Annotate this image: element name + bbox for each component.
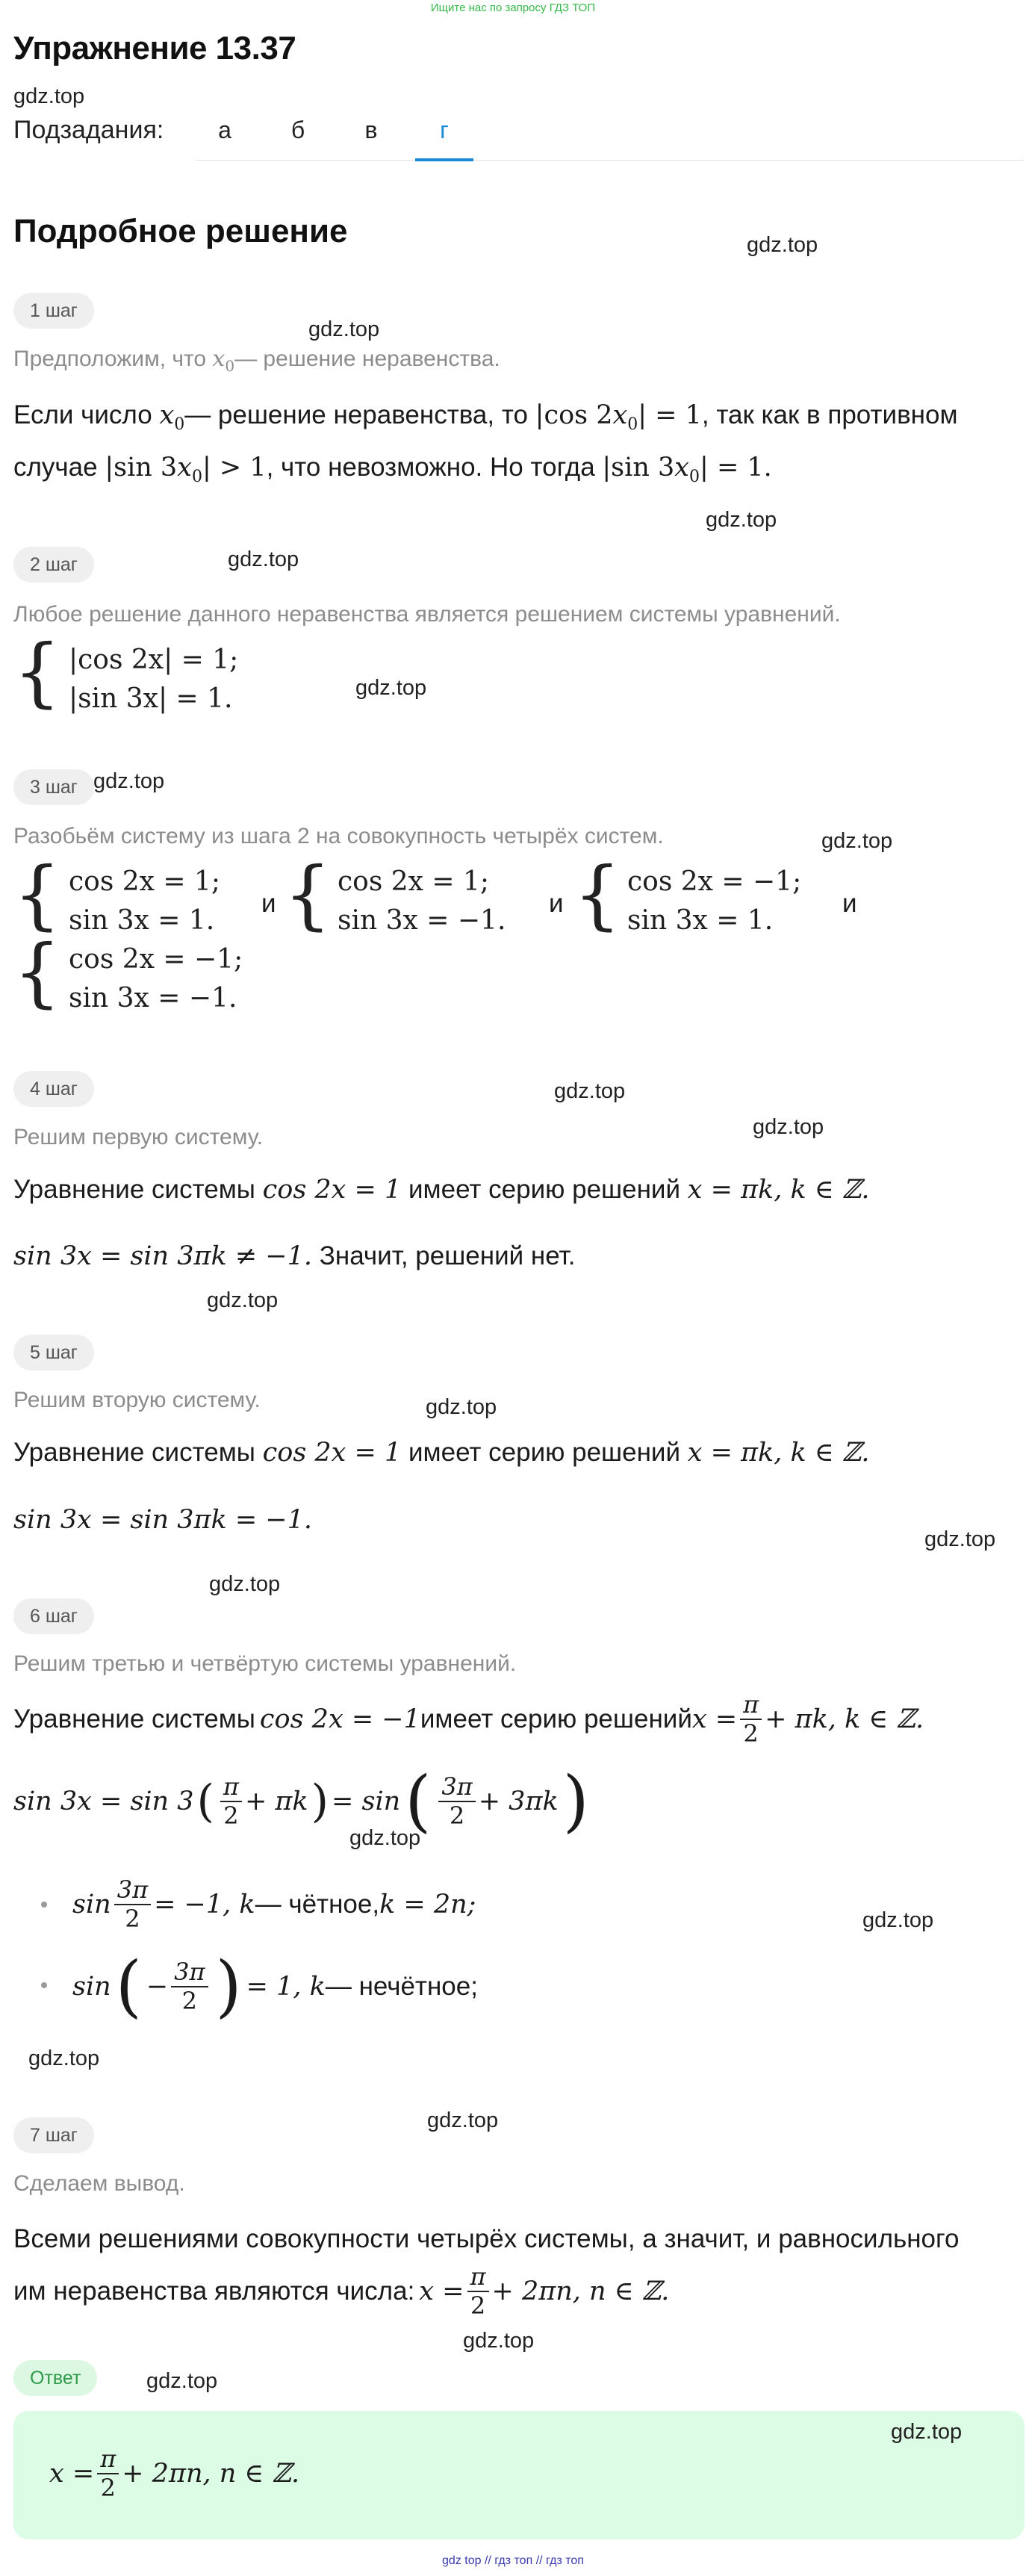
system-brace: { — [13, 928, 61, 1016]
watermark: gdz.top — [209, 1572, 281, 1596]
step-text: Уравнение системы cos 2x = 1 имеет серию решений x = πk, k ∈ ℤ. — [13, 1438, 870, 1468]
equation: |cos 2x| = 1; — [69, 645, 239, 675]
conjunction: и — [549, 889, 564, 918]
step-text: sin ( − $\frac{3\pi}{2}$ ) = 1, k — нечётное; — [72, 1947, 478, 2026]
step-text: sin 3x = sin 3πk ≠ −1. Значит, решений нет. — [13, 1241, 576, 1271]
step-text: Всеми решениями совокупности четырёх системы, а значит, и равносильного — [13, 2224, 960, 2253]
equation: sin 3x = 1. — [627, 905, 774, 936]
tab-g[interactable]: г — [415, 111, 473, 161]
system-brace: { — [284, 851, 332, 938]
step-badge: 1 шаг — [13, 293, 94, 329]
system-brace: { — [13, 628, 61, 716]
watermark: gdz.top — [891, 2420, 963, 2444]
watermark: gdz.top — [427, 2108, 499, 2132]
step-hint: Разобьём систему из шага 2 на совокупность четырёх систем. — [13, 824, 664, 848]
footer-links[interactable]: gdz top // гдз топ // гдз топ — [442, 2554, 584, 2567]
step-hint: Предположим, что $x_0—$ решение неравенства. — [13, 346, 500, 375]
bullet — [41, 1982, 47, 1988]
equation: sin 3x = −1. — [338, 905, 506, 936]
tab-b[interactable]: б — [290, 117, 305, 143]
equation: |sin 3x| = 1. — [69, 683, 233, 714]
equation: cos 2x = −1; — [69, 944, 243, 975]
watermark: gdz.top — [228, 547, 299, 571]
section-title: Подробное решение — [13, 213, 348, 249]
watermark: gdz.top — [747, 233, 818, 257]
step-badge: 2 шаг — [13, 547, 94, 583]
fraction: $\frac{\pi}{2}$ — [220, 1773, 242, 1830]
system-brace: { — [573, 851, 621, 938]
watermark: gdz.top — [924, 1527, 996, 1551]
equation: cos 2x = 1; — [69, 866, 221, 897]
step-badge: 6 шаг — [13, 1598, 94, 1634]
step-badge: 5 шаг — [13, 1335, 94, 1371]
watermark: gdz.top — [753, 1115, 824, 1139]
step-hint: Решим вторую систему. — [13, 1388, 261, 1412]
step-hint: Сделаем вывод. — [13, 2171, 185, 2196]
step-badge: 4 шаг — [13, 1071, 94, 1107]
tab-a[interactable]: а — [218, 117, 231, 143]
system-4 — [69, 940, 243, 1018]
equation: sin 3x = −1. — [69, 983, 237, 1014]
equation-system — [69, 641, 238, 719]
system-brace: { — [13, 851, 61, 938]
system-2 — [338, 863, 506, 940]
watermark: gdz.top — [554, 1079, 626, 1103]
step-text: им неравенства являются числа: x = $\frac{\pi}{2}$ + 2πn, n ∈ ℤ. — [13, 2262, 670, 2320]
equation: cos 2x = 1; — [338, 866, 490, 897]
watermark: gdz.top — [821, 829, 893, 853]
step-badge: 7 шаг — [13, 2117, 94, 2153]
step-text: sin $\frac{3\pi}{2}$ = −1, k — чётное, k = 2n; — [72, 1875, 476, 1933]
system-1 — [69, 863, 220, 940]
watermark: gdz.top — [463, 2329, 535, 2353]
step-hint: Решим первую систему. — [13, 1125, 264, 1149]
fraction: $\frac{\pi}{2}$ — [467, 2263, 489, 2320]
fraction: $\frac{\pi}{2}$ — [97, 2445, 119, 2502]
watermark: gdz.top — [93, 769, 165, 793]
watermark: gdz.top — [349, 1826, 421, 1850]
step-text: sin 3x = sin 3 ( $\frac{\pi}{2}$ + πk ) = sin ( $\frac{3\pi}{2}$ + 3πk ) — [13, 1762, 589, 1840]
watermark: gdz.top — [706, 508, 777, 532]
top-search-link[interactable]: Ищите нас по запросу ГДЗ ТОП — [430, 1, 596, 14]
subtask-tabs — [196, 111, 1025, 161]
equation: sin 3x = 1. — [69, 905, 215, 936]
answer-formula: x = $\frac{\pi}{2}$ + 2πn, n ∈ ℤ. — [49, 2445, 300, 2502]
watermark: gdz.top — [146, 2369, 218, 2393]
tab-v[interactable]: в — [364, 117, 378, 143]
bullet — [41, 1902, 47, 1908]
step-badge: 3 шаг — [13, 769, 94, 805]
step-text: Уравнение системы cos 2x = −1 имеет серию решений x = $\frac{\pi}{2}$ + πk, k ∈ ℤ. — [13, 1690, 924, 1748]
subtasks-label: Подзадания: — [13, 116, 164, 144]
step-text: sin 3x = sin 3πk = −1. — [13, 1505, 313, 1535]
step-hint: Любое решение данного неравенства является решением системы уравнений. — [13, 602, 841, 627]
step-text: Уравнение системы cos 2x = 1 имеет серию решений x = πk, k ∈ ℤ. — [13, 1175, 870, 1205]
watermark: gdz.top — [308, 317, 380, 341]
step-text: случае |sin $3x_0| > 1$, что невозможно. Но тогда |sin $3x_0| = 1$. — [13, 453, 772, 486]
watermark: gdz.top — [426, 1395, 497, 1419]
system-3 — [627, 863, 801, 940]
exercise-title: Упражнение 13.37 — [13, 30, 296, 66]
step-hint: Решим третью и четвёртую системы уравнений. — [13, 1651, 517, 1676]
watermark: gdz.top — [13, 84, 85, 108]
step-text: Если число $x_0—$ решение неравенства, то |cos $2x_0| = 1$, так как в противном — [13, 400, 958, 434]
watermark: gdz.top — [862, 1908, 934, 1932]
answer-badge: Ответ — [13, 2360, 97, 2396]
conjunction: и — [261, 889, 276, 918]
fraction: $\frac{3\pi}{2}$ — [438, 1773, 475, 1830]
conjunction: и — [842, 889, 857, 918]
fraction: $\frac{3\pi}{2}$ — [171, 1958, 208, 2015]
fraction: $\frac{3\pi}{2}$ — [114, 1876, 151, 1933]
equation: cos 2x = −1; — [627, 866, 802, 897]
watermark: gdz.top — [355, 676, 427, 700]
fraction: $\frac{\pi}{2}$ — [740, 1691, 762, 1748]
watermark: gdz.top — [207, 1288, 279, 1312]
watermark: gdz.top — [28, 2046, 100, 2070]
